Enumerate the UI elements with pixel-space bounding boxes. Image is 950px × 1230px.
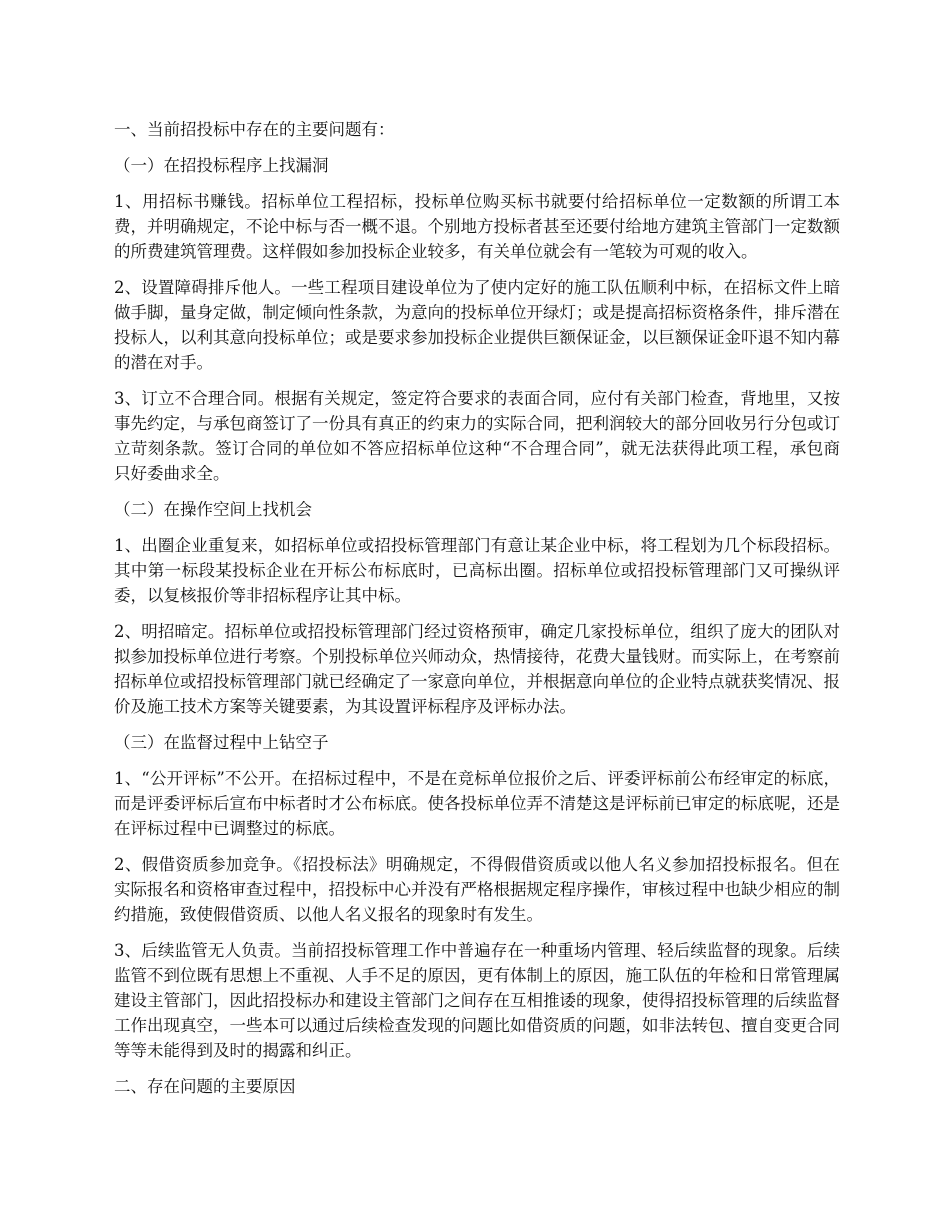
paragraph-2-1: 1、出圈企业重复来，如招标单位或招投标管理部门有意让某企业中标，将工程划为几个标段招标。其中第一标段某投标企业在开标公布标底时，已高标出圈。招标单位或招投标管理部门又可操纵评委，以复核报价等非招标程序让其中标。 xyxy=(114,536,840,605)
paragraph-1-1: 1、用招标书赚钱。招标单位工程招标，投标单位购买标书就要付给招标单位一定数额的所谓工本费，并明确规定，不论中标与否一概不退。个别地方投标者甚至还要付给地方建筑主管部门一定数额的所费建筑管理费。这样假如参加投标企业较多，有关单位就会有一笔较为可观的收入。 xyxy=(114,192,840,261)
section-heading-1: 一、当前招投标中存在的主要问题有： xyxy=(114,120,395,139)
paragraph-1-2: 2、设置障碍排斥他人。一些工程项目建设单位为了使内定好的施工队伍顺利中标，在招标文件上暗做手脚，量身定做，制定倾向性条款，为意向的投标单位开绿灯；或是提高招标资格条件，排斥潜在投标人，以利其意向投标单位；或是要求参加投标企业提供巨额保证金，以巨额保证金吓退不知内幕的潜在对手。 xyxy=(114,278,840,372)
section-heading-2: 二、存在问题的主要原因 xyxy=(114,1077,296,1096)
paragraph-1-3: 3、订立不合理合同。根据有关规定，签定符合要求的表面合同，应付有关部门检查，背地里，又按事先约定，与承包商签订了一份具有真正的约束力的实际合同，把利润较大的部分回收另行分包或订立苛刻条款。签订合同的单位如不答应招标单位这种“不合理合同”，就无法获得此项工程，承包商只好委曲求全。 xyxy=(114,389,840,483)
subsection-heading-3: （三）在监督过程中上钻空子 xyxy=(114,733,329,752)
paragraph-2-2: 2、明招暗定。招标单位或招投标管理部门经过资格预审，确定几家投标单位，组织了庞大的团队对拟参加投标单位进行考察。个别投标单位兴师动众，热情接待，花费大量钱财。而实际上，在考察前招标单位或招投标管理部门就已经确定了一家意向单位，并根据意向单位的企业特点就获奖情况、报价及施工技术方案等关键要素，为其设置评标程序及评标办法。 xyxy=(114,622,840,716)
paragraph-3-1: 1、“公开评标”不公开。在招标过程中，不是在竞标单位报价之后、评委评标前公布经审定的标底，而是评委评标后宣布中标者时才公布标底。使各投标单位弄不清楚这是评标前已审定的标底呢，还是在评标过程中已调整过的标底。 xyxy=(114,769,840,838)
subsection-heading-1: （一）在招投标程序上找漏洞 xyxy=(114,156,329,175)
subsection-heading-2: （二）在操作空间上找机会 xyxy=(114,500,312,519)
document-body xyxy=(114,117,840,1110)
paragraph-3-2: 2、假借资质参加竞争。《招投标法》明确规定，不得假借资质或以他人名义参加招投标报名。但在实际报名和资格审查过程中，招投标中心并没有严格根据规定程序操作，审核过程中也缺少相应的制约措施，致使假借资质、以他人名义报名的现象时有发生。 xyxy=(114,855,840,924)
paragraph-3-3: 3、后续监管无人负责。当前招投标管理工作中普遍存在一种重场内管理、轻后续监督的现象。后续监管不到位既有思想上不重视、人手不足的原因，更有体制上的原因，施工队伍的年检和日常管理属建设主管部门，因此招投标办和建设主管部门之间存在互相推诿的现象，使得招投标管理的后续监督工作出现真空，一些本可以通过后续检查发现的问题比如借资质的问题，如非法转包、擅自变更合同等等未能得到及时的揭露和纠正。 xyxy=(114,941,840,1060)
